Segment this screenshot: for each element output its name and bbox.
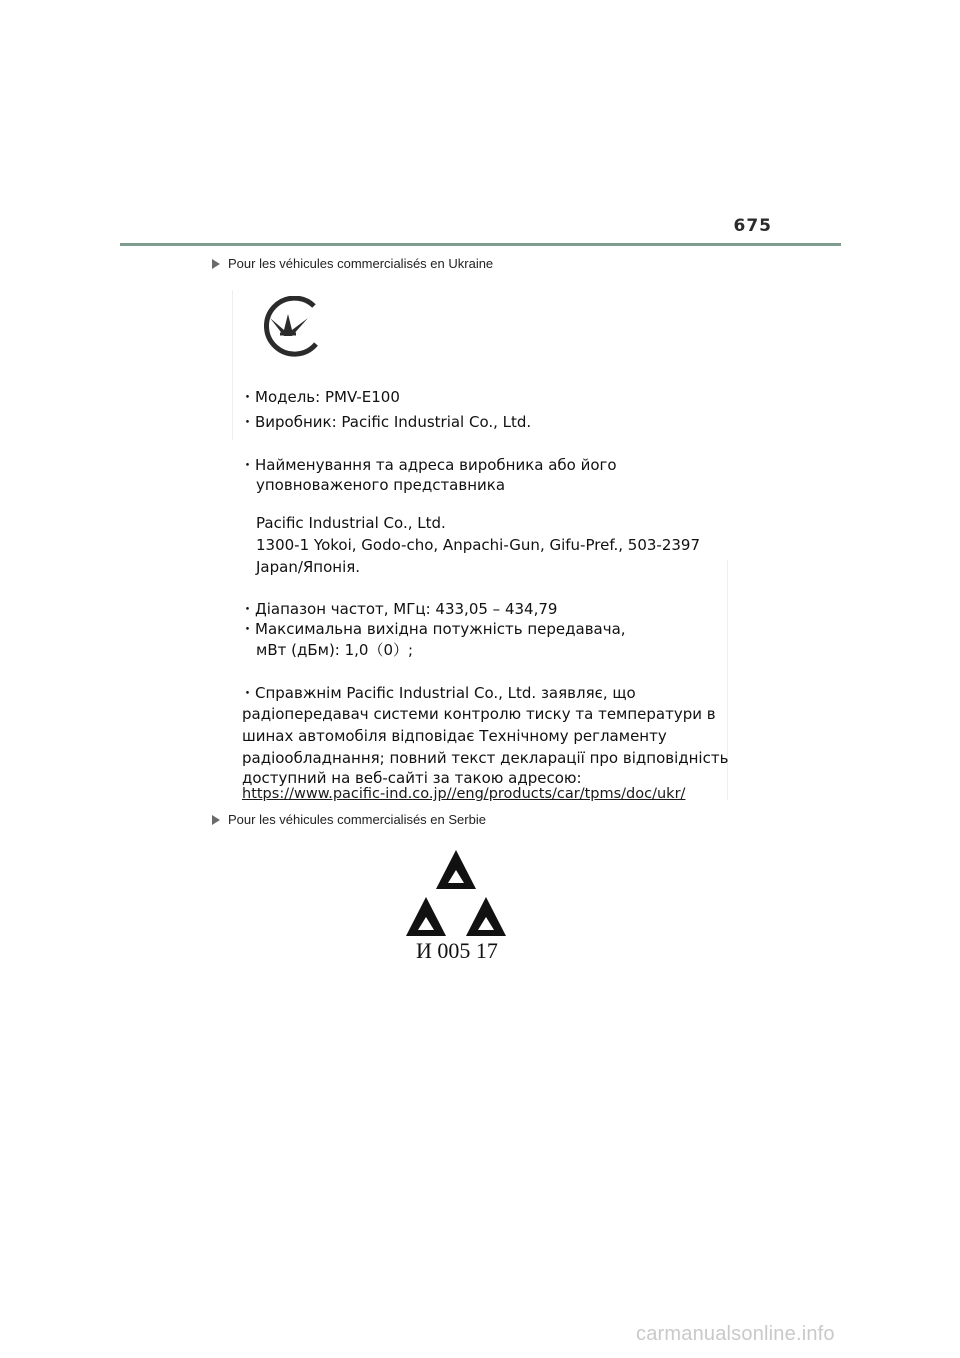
section-heading-serbia-text: Pour les véhicules commercialisés en Serbie <box>228 812 486 827</box>
triangle-arrow-icon <box>212 815 220 825</box>
watermark-text: carmanualsonline.info <box>636 1323 835 1345</box>
declaration-url-link[interactable]: https://www.pacific-ind.co.jp//eng/products/car/tpms/doc/ukr/ <box>242 786 686 802</box>
panel-edge-left <box>232 290 233 440</box>
ukraine-conformity-mark-icon <box>256 296 322 358</box>
statement-line-3: шинах автомобіля відповідає Технічному регламенту <box>242 727 667 745</box>
model-line: ・Модель: PMV-E100 <box>240 388 400 406</box>
statement-line-4: радіообладнання; повний текст декларації про відповідність <box>242 749 729 767</box>
company-name-line: Pacific Industrial Co., Ltd. <box>256 514 446 532</box>
representative-line-1: ・Найменування та адреса виробника або його <box>240 456 617 474</box>
header-rule <box>120 243 841 246</box>
statement-line-2: радіопередавач системи контролю тиску та температури в <box>242 705 716 723</box>
statement-line-5: доступний на веб-сайті за такою адресою: <box>242 769 582 787</box>
max-power-label-line: ・Максимальна вихідна потужність передавача, <box>240 620 626 638</box>
max-power-value-line: мВт (дБм): 1,0（0）; <box>256 641 414 659</box>
manufacturer-line: ・Виробник: Pacific Industrial Co., Ltd. <box>240 413 532 431</box>
country-line: Japan/Японія. <box>256 558 361 576</box>
representative-line-2: уповноваженого представника <box>256 476 506 494</box>
address-line: 1300-1 Yokoi, Godo-cho, Anpachi-Gun, Gifu-Pref., 503-2397 <box>256 536 701 554</box>
statement-line-1: ・Справжнім Pacific Industrial Co., Ltd. заявляє, що <box>240 684 636 702</box>
section-heading-serbia <box>212 812 486 827</box>
section-heading-ukraine <box>212 256 493 271</box>
triangle-arrow-icon <box>212 259 220 269</box>
section-heading-ukraine-text: Pour les véhicules commercialisés en Ukraine <box>228 256 494 271</box>
frequency-range-line: ・Діапазон частот, МГц: 433,05 – 434,79 <box>240 600 558 618</box>
serbia-mark-code: И 005 17 <box>416 938 498 963</box>
page-number: 675 <box>733 216 772 236</box>
